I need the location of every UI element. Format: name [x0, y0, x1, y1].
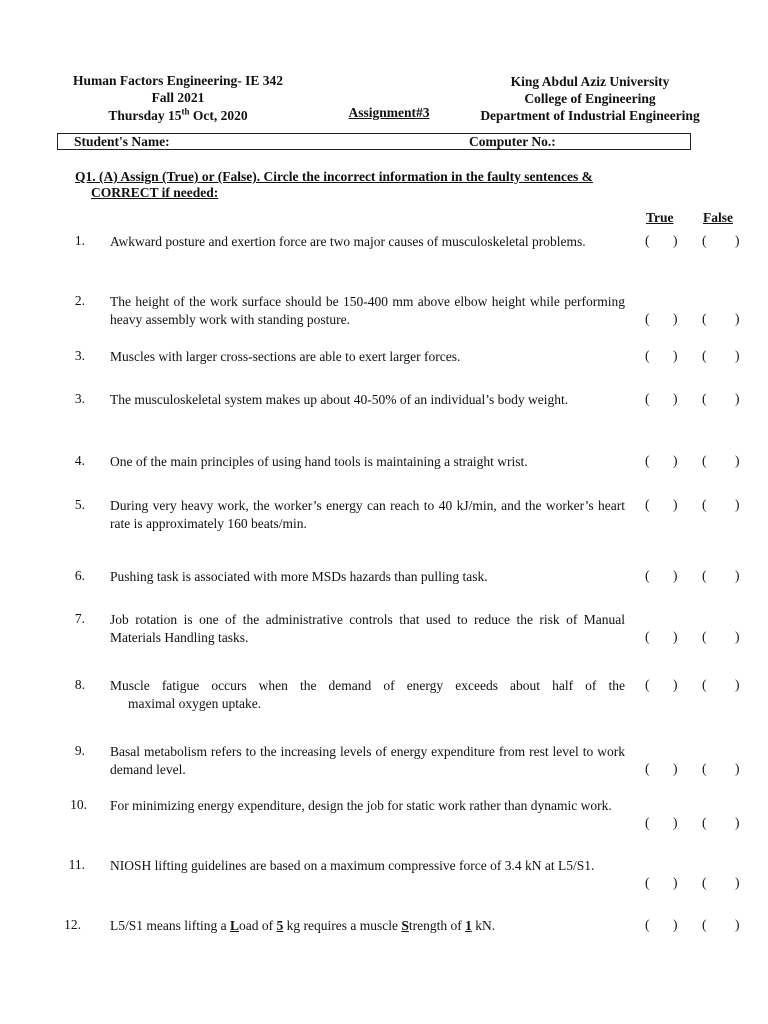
- false-paren-open[interactable]: (: [702, 348, 707, 363]
- false-paren-close[interactable]: ): [735, 875, 740, 890]
- question-number: 9.: [74, 743, 85, 758]
- true-paren-open[interactable]: (: [645, 311, 650, 326]
- question-text: Basal metabolism refers to the increasing levels of energy expenditure from rest level to work demand level.: [110, 744, 625, 777]
- true-column-header: True: [646, 210, 674, 225]
- true-paren-close[interactable]: ): [673, 568, 678, 583]
- true-paren-close[interactable]: ): [673, 453, 678, 468]
- true-paren-close[interactable]: ): [673, 233, 678, 248]
- true-paren-open[interactable]: (: [645, 391, 650, 406]
- true-paren-close[interactable]: ): [673, 875, 678, 890]
- university-name: King Abdul Aziz University: [510, 74, 670, 89]
- question-text: Awkward posture and exertion force are two major causes of musculoskeletal problems.: [110, 234, 586, 249]
- false-paren-close[interactable]: ): [735, 629, 740, 644]
- question-text: Muscles with larger cross-sections are able to exert larger forces.: [110, 349, 461, 364]
- true-paren-open[interactable]: (: [645, 497, 650, 512]
- question-number: 10.: [70, 797, 87, 812]
- question-number: 5.: [74, 497, 85, 512]
- college-name: College of Engineering: [524, 91, 656, 106]
- emphasis-letter: S: [401, 918, 409, 933]
- false-paren-open[interactable]: (: [702, 233, 707, 248]
- true-paren-close[interactable]: ): [673, 677, 678, 692]
- question-text: Pushing task is associated with more MSDs hazards than pulling task.: [110, 569, 488, 584]
- false-paren-open[interactable]: (: [702, 677, 707, 692]
- false-paren-open[interactable]: (: [702, 453, 707, 468]
- question-text: During very heavy work, the worker’s energy can reach to 40 kJ/min, and the worker’s heart rate is approximately 160 beats/min.: [110, 498, 625, 531]
- student-name-label: Student's Name:: [74, 134, 170, 149]
- question-text: For minimizing energy expenditure, design the job for static work rather than dynamic work.: [110, 798, 612, 813]
- emphasis-number: 1: [465, 918, 472, 933]
- course-date: Thursday 15th Oct, 2020: [108, 106, 248, 123]
- question-number: 2.: [74, 293, 85, 308]
- question-number: 3.: [74, 391, 85, 406]
- question-number: 6.: [74, 568, 85, 583]
- true-paren-close[interactable]: ): [673, 311, 678, 326]
- computer-no-label: Computer No.:: [469, 134, 556, 149]
- course-term: Fall 2021: [151, 90, 205, 105]
- false-paren-close[interactable]: ): [735, 677, 740, 692]
- question-number: 3.: [74, 348, 85, 363]
- course-title: Human Factors Engineering- IE 342: [72, 73, 283, 88]
- question-number: 1.: [74, 233, 85, 248]
- false-paren-open[interactable]: (: [702, 917, 707, 932]
- false-paren-close[interactable]: ): [735, 917, 740, 932]
- true-paren-open[interactable]: (: [645, 348, 650, 363]
- q1-instructions: Q1. (A) Assign (True) or (False). Circle the incorrect information in the faulty sentences & CORRECT if needed:: [75, 169, 593, 200]
- true-paren-close[interactable]: ): [673, 917, 678, 932]
- true-paren-open[interactable]: (: [645, 677, 650, 692]
- question-text: NIOSH lifting guidelines are based on a maximum compressive force of 3.4 kN at L5/S1.: [110, 858, 595, 873]
- false-paren-open[interactable]: (: [702, 497, 707, 512]
- emphasis-number: 5: [276, 918, 284, 933]
- question-text: Job rotation is one of the administrative controls that used to reduce the risk of Manual Materials Handling tasks.: [110, 612, 625, 645]
- question-text: Muscle fatigue occurs when the demand of energy exceeds about half of the maximal oxygen uptake.: [110, 678, 625, 711]
- true-paren-open[interactable]: (: [645, 875, 650, 890]
- true-paren-open[interactable]: (: [645, 233, 650, 248]
- question-text: L5/S1 means lifting a Load of 5 kg requires a muscle Strength of 1 kN.: [110, 918, 496, 933]
- false-paren-open[interactable]: (: [702, 311, 707, 326]
- true-paren-open[interactable]: (: [645, 568, 650, 583]
- question-text: One of the main principles of using hand tools is maintaining a straight wrist.: [110, 454, 528, 469]
- emphasis-letter: L: [229, 918, 239, 933]
- question-text: The height of the work surface should be 150-400 mm above elbow height while performing heavy assembly work with standing posture.: [110, 294, 625, 327]
- false-paren-open[interactable]: (: [702, 391, 707, 406]
- true-paren-open[interactable]: (: [645, 917, 650, 932]
- false-paren-open[interactable]: (: [702, 629, 707, 644]
- true-paren-open[interactable]: (: [645, 629, 650, 644]
- true-paren-close[interactable]: ): [673, 815, 678, 830]
- question-number: 7.: [74, 611, 85, 626]
- false-paren-open[interactable]: (: [702, 568, 707, 583]
- question-number: 8.: [74, 677, 85, 692]
- department-name: Department of Industrial Engineering: [480, 108, 700, 123]
- false-paren-close[interactable]: ): [735, 311, 740, 326]
- true-paren-open[interactable]: (: [645, 815, 650, 830]
- student-info-box: [57, 133, 691, 150]
- course-header: [48, 72, 308, 124]
- true-paren-close[interactable]: ): [673, 761, 678, 776]
- false-paren-close[interactable]: ): [735, 348, 740, 363]
- false-paren-close[interactable]: ): [735, 497, 740, 512]
- false-paren-close[interactable]: ): [735, 391, 740, 406]
- question-text: The musculoskeletal system makes up about 40-50% of an individual’s body weight.: [110, 392, 569, 407]
- true-paren-close[interactable]: ): [673, 391, 678, 406]
- true-paren-close[interactable]: ): [673, 348, 678, 363]
- false-paren-close[interactable]: ): [735, 453, 740, 468]
- true-paren-close[interactable]: ): [673, 629, 678, 644]
- false-paren-close[interactable]: ): [735, 815, 740, 830]
- university-header: [455, 73, 725, 124]
- question-number: 12.: [64, 917, 81, 932]
- true-paren-open[interactable]: (: [645, 453, 650, 468]
- question-number: 11.: [68, 857, 85, 872]
- question-number: 4.: [74, 453, 85, 468]
- assignment-title: Assignment#3: [348, 105, 430, 120]
- false-paren-close[interactable]: ): [735, 568, 740, 583]
- false-paren-close[interactable]: ): [735, 233, 740, 248]
- false-paren-open[interactable]: (: [702, 815, 707, 830]
- true-paren-close[interactable]: ): [673, 497, 678, 512]
- false-column-header: False: [703, 210, 733, 225]
- false-paren-close[interactable]: ): [735, 761, 740, 776]
- false-paren-open[interactable]: (: [702, 875, 707, 890]
- false-paren-open[interactable]: (: [702, 761, 707, 776]
- true-paren-open[interactable]: (: [645, 761, 650, 776]
